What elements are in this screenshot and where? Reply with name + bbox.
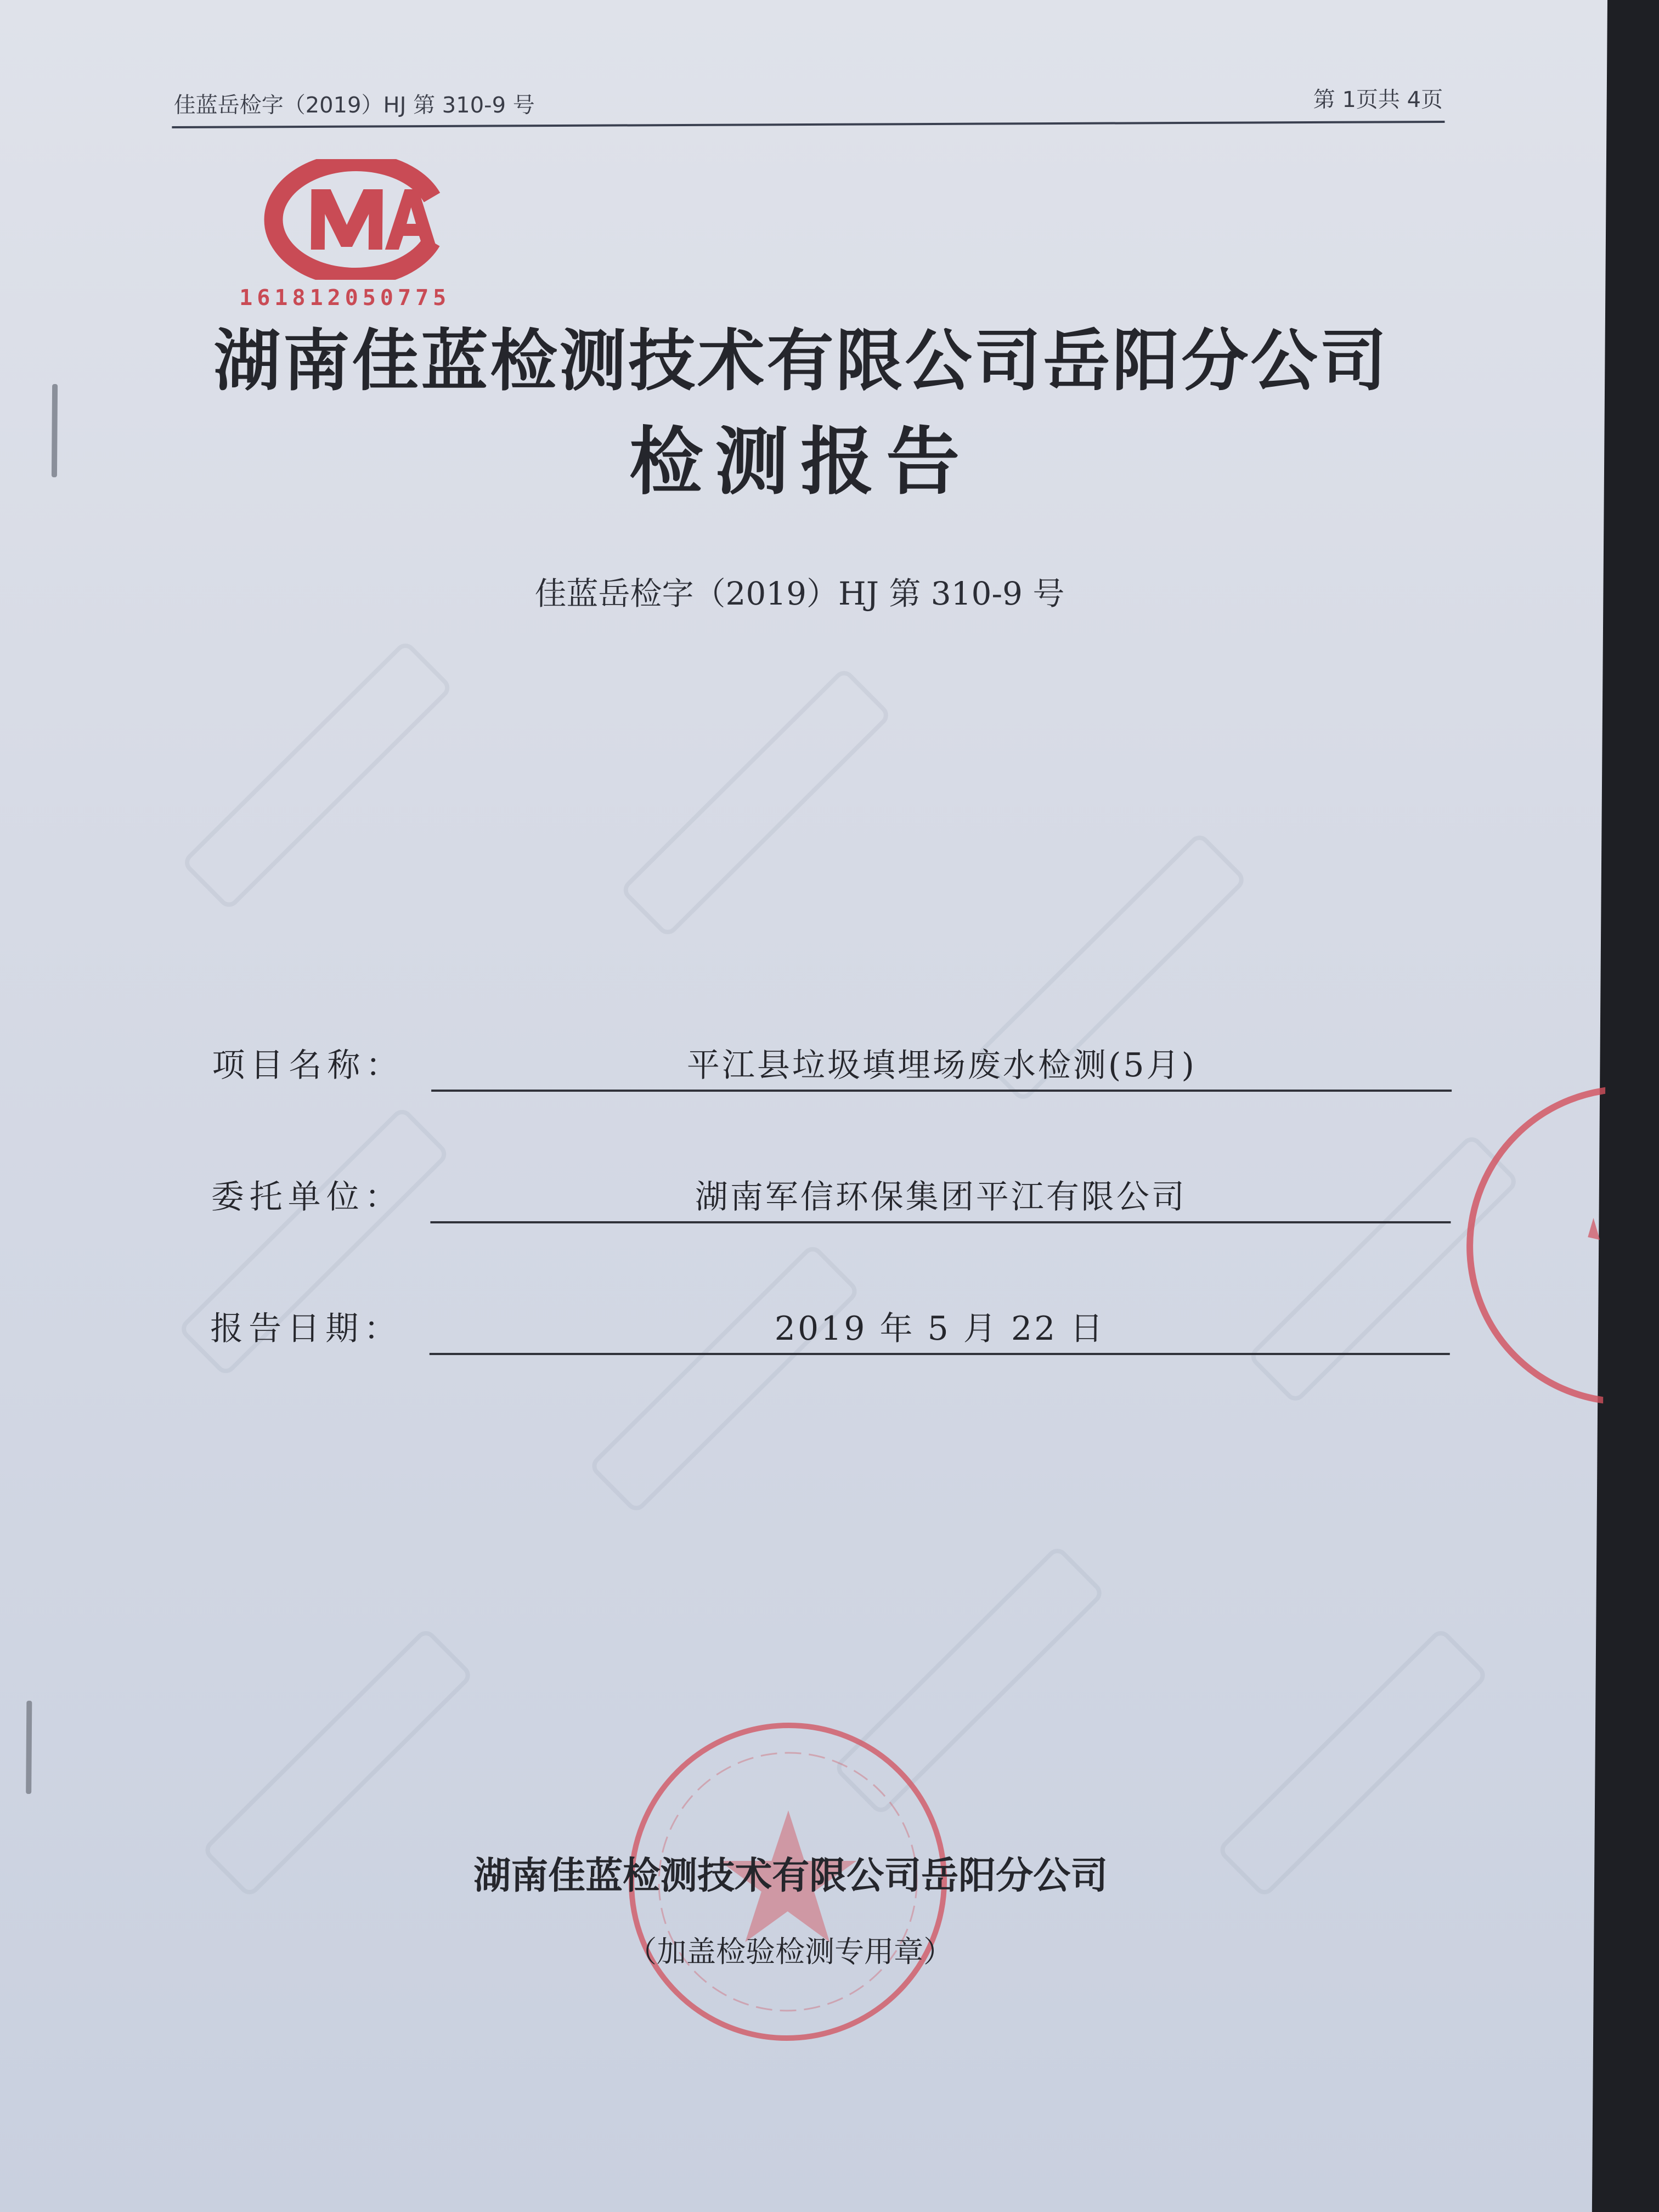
watermark [180,639,454,911]
watermark [619,667,893,939]
field-label: 委托单位： [211,1178,404,1216]
field-underline [430,1221,1451,1223]
header-divider [172,121,1444,128]
header-page-info: 第 1页共 4页 [1313,87,1443,112]
header-report-code: 佳蓝岳检字（2019）HJ 第 310-9 号 [173,93,535,118]
side-seal-stamp [1460,1086,1605,1415]
company-title: 湖南佳蓝检测技术有限公司岳阳分公司 [213,322,1389,400]
footer-seal-note: （加盖检验检测专用章） [627,1934,953,1969]
field-underline [430,1353,1450,1355]
cma-number: 161812050775 [239,285,451,311]
field-value: 2019 年 5 月 22 日 [774,1310,1105,1348]
field-value: 湖南军信环保集团平江有限公司 [695,1178,1187,1216]
document-title: 检测报告 [629,419,972,505]
field-label: 项目名称： [212,1046,404,1085]
watermark [588,1243,861,1515]
report-number: 佳蓝岳检字（2019）HJ 第 310-9 号 [534,575,1065,612]
field-label: 报告日期： [210,1310,403,1348]
cma-logo [250,159,454,280]
field-value: 平江县垃圾填埋场废水检测(5月) [686,1046,1197,1085]
field-report-date [210,1306,1451,1355]
staple [26,1701,32,1794]
field-underline [431,1090,1452,1092]
field-project-name [212,1042,1452,1092]
field-client [211,1174,1451,1223]
footer-company: 湖南佳蓝检测技术有限公司岳阳分公司 [473,1854,1108,1898]
